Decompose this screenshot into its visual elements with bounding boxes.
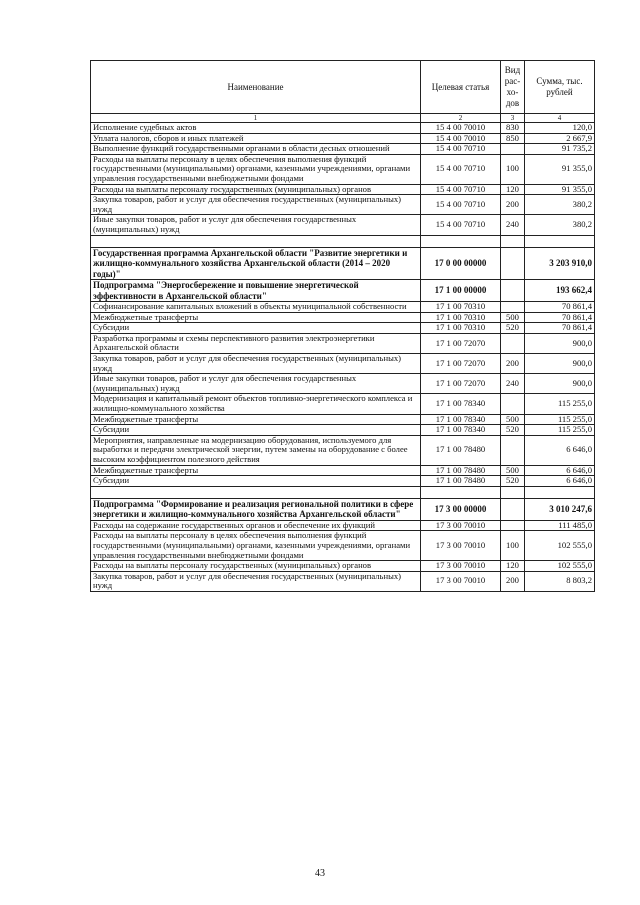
row-vid-cell: 200 bbox=[501, 354, 525, 374]
row-vid-cell: 830 bbox=[501, 123, 525, 134]
row-name-cell: Закупка товаров, работ и услуг для обеспечения государственных (муниципальных) нужд bbox=[91, 571, 421, 591]
row-vid-cell: 100 bbox=[501, 531, 525, 561]
row-sum-cell: 120,0 bbox=[525, 123, 595, 134]
colnum-2: 2 bbox=[421, 114, 501, 123]
spacer-cell bbox=[501, 486, 525, 498]
row-sum-cell: 6 646,0 bbox=[525, 465, 595, 476]
row-sum-cell: 6 646,0 bbox=[525, 476, 595, 487]
row-vid-cell: 200 bbox=[501, 571, 525, 591]
row-sum-cell: 2 667,9 bbox=[525, 133, 595, 144]
table-row bbox=[91, 374, 595, 394]
section-row bbox=[91, 280, 595, 302]
row-code-cell: 17 1 00 78480 bbox=[421, 476, 501, 487]
table-row bbox=[91, 312, 595, 323]
row-name-cell: Иные закупки товаров, работ и услуг для обеспечения государственных (муниципальных) нужд bbox=[91, 215, 421, 235]
header-row bbox=[91, 61, 595, 114]
row-name-cell: Межбюджетные трансферты bbox=[91, 414, 421, 425]
row-sum-cell: 8 803,2 bbox=[525, 571, 595, 591]
row-vid-cell: 520 bbox=[501, 323, 525, 334]
budget-table bbox=[90, 60, 595, 592]
row-sum-cell: 900,0 bbox=[525, 333, 595, 353]
row-vid-cell: 120 bbox=[501, 561, 525, 572]
row-code-cell: 15 4 00 70710 bbox=[421, 144, 501, 155]
table-row bbox=[91, 414, 595, 425]
colnum-3: 3 bbox=[501, 114, 525, 123]
row-code-cell: 17 1 00 78340 bbox=[421, 414, 501, 425]
row-name-cell: Софинансирование капитальных вложений в объекты муниципальной собственности bbox=[91, 302, 421, 313]
row-code-cell: 17 1 00 78340 bbox=[421, 394, 501, 414]
table-row bbox=[91, 561, 595, 572]
row-name-cell: Расходы на выплаты персоналу в целях обеспечения выполнения функций государственными (муниципальными) органами, казенными учреждениями, органами управления государственными внебюджетными фондами bbox=[91, 154, 421, 184]
row-sum-cell: 70 861,4 bbox=[525, 302, 595, 313]
row-code-cell: 17 3 00 70010 bbox=[421, 520, 501, 531]
table-row bbox=[91, 184, 595, 195]
row-name-cell: Разработка программы и схемы перспективного развития электроэнергетики Архангельской области bbox=[91, 333, 421, 353]
table-row bbox=[91, 520, 595, 531]
row-vid-cell: 500 bbox=[501, 414, 525, 425]
row-vid-cell: 120 bbox=[501, 184, 525, 195]
row-code-cell: 17 3 00 70010 bbox=[421, 571, 501, 591]
section-row bbox=[91, 247, 595, 280]
spacer-cell bbox=[421, 235, 501, 247]
budget-table-body bbox=[91, 61, 595, 592]
row-sum-cell: 91 355,0 bbox=[525, 154, 595, 184]
row-name-cell: Межбюджетные трансферты bbox=[91, 312, 421, 323]
table-row bbox=[91, 323, 595, 334]
row-name-cell: Расходы на содержание государственных органов и обеспечение их функций bbox=[91, 520, 421, 531]
row-name-cell: Мероприятия, направленные на модернизацию оборудования, используемого для выработки и передачи электрической энергии, путем замены на оборудование с более высоким коэффициентом полезного действия bbox=[91, 435, 421, 465]
row-code-cell: 17 1 00 78480 bbox=[421, 435, 501, 465]
table-row bbox=[91, 302, 595, 313]
header-name: Наименование bbox=[91, 61, 421, 114]
colnum-4: 4 bbox=[525, 114, 595, 123]
row-name-cell: Расходы на выплаты персоналу в целях обеспечения выполнения функций государственными (муниципальными) органами, казенными учреждениями, органами управления государственными внебюджетными фондами bbox=[91, 531, 421, 561]
row-sum-cell: 91 355,0 bbox=[525, 184, 595, 195]
row-name-cell: Уплата налогов, сборов и иных платежей bbox=[91, 133, 421, 144]
spacer-cell bbox=[525, 235, 595, 247]
row-name-cell: Иные закупки товаров, работ и услуг для обеспечения государственных (муниципальных) нужд bbox=[91, 374, 421, 394]
header-code: Целевая статья bbox=[421, 61, 501, 114]
row-sum-cell: 70 861,4 bbox=[525, 312, 595, 323]
row-vid-cell bbox=[501, 520, 525, 531]
row-name-cell: Закупка товаров, работ и услуг для обеспечения государственных (муниципальных) нужд bbox=[91, 195, 421, 215]
table-row bbox=[91, 123, 595, 134]
table-row bbox=[91, 154, 595, 184]
column-number-row bbox=[91, 114, 595, 123]
row-sum-cell: 380,2 bbox=[525, 215, 595, 235]
row-code-cell: 17 1 00 72070 bbox=[421, 354, 501, 374]
row-sum-cell: 6 646,0 bbox=[525, 435, 595, 465]
row-sum-cell: 115 255,0 bbox=[525, 414, 595, 425]
row-code-cell: 17 1 00 70310 bbox=[421, 302, 501, 313]
spacer-cell bbox=[501, 235, 525, 247]
row-code-cell: 17 3 00 70010 bbox=[421, 561, 501, 572]
row-name-cell: Подпрограмма "Энергосбережение и повышение энергетической эффективности в Архангельской области" bbox=[91, 280, 421, 302]
row-code-cell: 15 4 00 70710 bbox=[421, 215, 501, 235]
row-sum-cell: 900,0 bbox=[525, 354, 595, 374]
table-row bbox=[91, 531, 595, 561]
table-row bbox=[91, 354, 595, 374]
table-row bbox=[91, 333, 595, 353]
table-row bbox=[91, 215, 595, 235]
row-code-cell: 17 1 00 78340 bbox=[421, 425, 501, 436]
row-vid-cell: 240 bbox=[501, 374, 525, 394]
colnum-1: 1 bbox=[91, 114, 421, 123]
row-vid-cell bbox=[501, 302, 525, 313]
table-row bbox=[91, 571, 595, 591]
row-sum-cell: 111 485,0 bbox=[525, 520, 595, 531]
row-name-cell: Государственная программа Архангельской области "Развитие энергетики и жилищно-коммунального хозяйства Архангельской области (2014 – 2020 годы)" bbox=[91, 247, 421, 280]
row-code-cell: 17 1 00 72070 bbox=[421, 333, 501, 353]
table-row bbox=[91, 425, 595, 436]
spacer-row bbox=[91, 486, 595, 498]
row-code-cell: 17 1 00 00000 bbox=[421, 280, 501, 302]
row-name-cell: Исполнение судебных актов bbox=[91, 123, 421, 134]
row-sum-cell: 380,2 bbox=[525, 195, 595, 215]
table-row bbox=[91, 195, 595, 215]
row-vid-cell bbox=[501, 280, 525, 302]
page-number: 43 bbox=[315, 868, 325, 879]
row-vid-cell bbox=[501, 394, 525, 414]
row-code-cell: 15 4 00 70010 bbox=[421, 123, 501, 134]
row-code-cell: 15 4 00 70710 bbox=[421, 195, 501, 215]
row-vid-cell: 500 bbox=[501, 312, 525, 323]
row-code-cell: 17 0 00 00000 bbox=[421, 247, 501, 280]
table-row bbox=[91, 133, 595, 144]
table-row bbox=[91, 144, 595, 155]
row-vid-cell: 240 bbox=[501, 215, 525, 235]
table-row bbox=[91, 394, 595, 414]
row-name-cell: Субсидии bbox=[91, 425, 421, 436]
row-vid-cell bbox=[501, 144, 525, 155]
row-code-cell: 17 3 00 00000 bbox=[421, 498, 501, 520]
row-sum-cell: 115 255,0 bbox=[525, 425, 595, 436]
spacer-cell bbox=[421, 486, 501, 498]
row-sum-cell: 102 555,0 bbox=[525, 561, 595, 572]
row-code-cell: 17 1 00 70310 bbox=[421, 323, 501, 334]
row-name-cell: Модернизация и капитальный ремонт объектов топливно-энергетического комплекса и жилищно-коммунального хозяйства bbox=[91, 394, 421, 414]
row-code-cell: 15 4 00 70710 bbox=[421, 154, 501, 184]
row-name-cell: Межбюджетные трансферты bbox=[91, 465, 421, 476]
row-vid-cell: 850 bbox=[501, 133, 525, 144]
header-sum: Сумма, тыс. рублей bbox=[525, 61, 595, 114]
row-vid-cell bbox=[501, 498, 525, 520]
header-vid: Вид рас- хо- дов bbox=[501, 61, 525, 114]
row-sum-cell: 3 010 247,6 bbox=[525, 498, 595, 520]
row-name-cell: Закупка товаров, работ и услуг для обеспечения государственных (муниципальных) нужд bbox=[91, 354, 421, 374]
spacer-row bbox=[91, 235, 595, 247]
row-vid-cell bbox=[501, 435, 525, 465]
table-row bbox=[91, 476, 595, 487]
row-sum-cell: 115 255,0 bbox=[525, 394, 595, 414]
row-sum-cell: 3 203 910,0 bbox=[525, 247, 595, 280]
row-vid-cell: 200 bbox=[501, 195, 525, 215]
row-vid-cell: 520 bbox=[501, 476, 525, 487]
row-name-cell: Расходы на выплаты персоналу государственных (муниципальных) органов bbox=[91, 184, 421, 195]
row-vid-cell bbox=[501, 247, 525, 280]
row-code-cell: 15 4 00 70010 bbox=[421, 133, 501, 144]
spacer-cell bbox=[525, 486, 595, 498]
section-row bbox=[91, 498, 595, 520]
row-vid-cell bbox=[501, 333, 525, 353]
table-row bbox=[91, 435, 595, 465]
row-sum-cell: 193 662,4 bbox=[525, 280, 595, 302]
row-code-cell: 15 4 00 70710 bbox=[421, 184, 501, 195]
row-vid-cell: 100 bbox=[501, 154, 525, 184]
row-code-cell: 17 1 00 78480 bbox=[421, 465, 501, 476]
table-row bbox=[91, 465, 595, 476]
spacer-cell bbox=[91, 235, 421, 247]
row-sum-cell: 91 735,2 bbox=[525, 144, 595, 155]
row-code-cell: 17 1 00 70310 bbox=[421, 312, 501, 323]
row-name-cell: Подпрограмма "Формирование и реализация региональной политики в сфере энергетики и жилищно-коммунального хозяйства Архангельской области" bbox=[91, 498, 421, 520]
row-vid-cell: 500 bbox=[501, 465, 525, 476]
row-name-cell: Расходы на выплаты персоналу государственных (муниципальных) органов bbox=[91, 561, 421, 572]
row-sum-cell: 102 555,0 bbox=[525, 531, 595, 561]
row-code-cell: 17 1 00 72070 bbox=[421, 374, 501, 394]
row-code-cell: 17 3 00 70010 bbox=[421, 531, 501, 561]
row-name-cell: Выполнение функций государственными органами в области десных отношений bbox=[91, 144, 421, 155]
row-name-cell: Субсидии bbox=[91, 476, 421, 487]
row-name-cell: Субсидии bbox=[91, 323, 421, 334]
row-vid-cell: 520 bbox=[501, 425, 525, 436]
row-sum-cell: 900,0 bbox=[525, 374, 595, 394]
spacer-cell bbox=[91, 486, 421, 498]
row-sum-cell: 70 861,4 bbox=[525, 323, 595, 334]
